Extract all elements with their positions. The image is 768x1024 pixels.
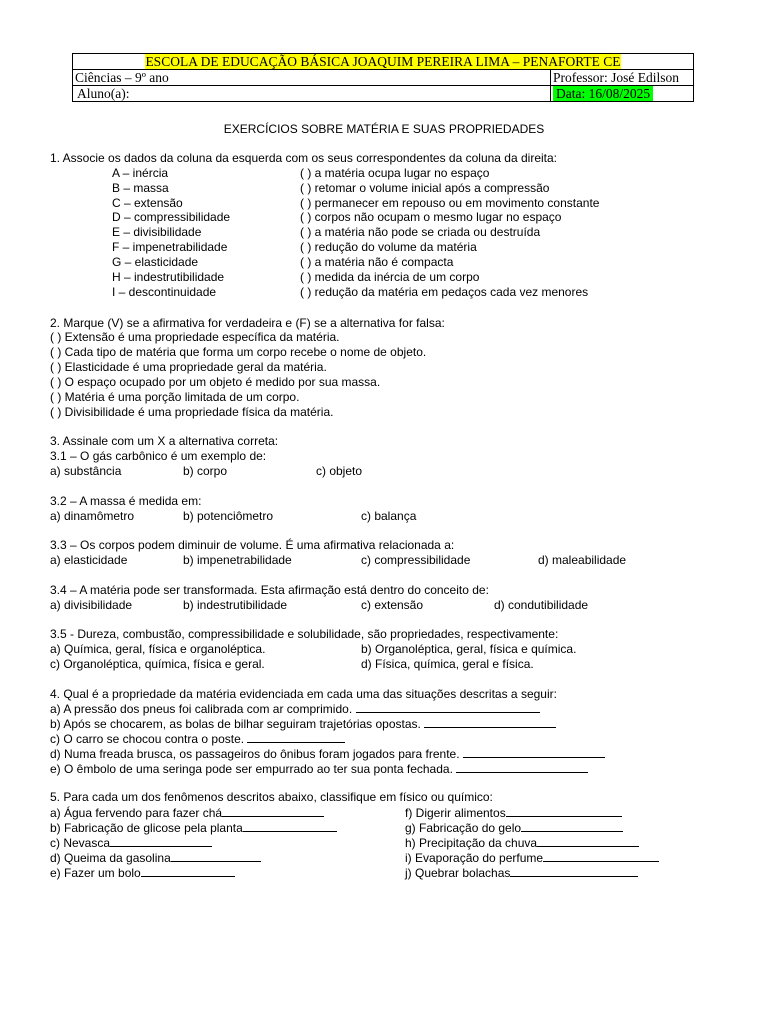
q2-item[interactable]: ( ) O espaço ocupado por um objeto é medido por sua massa. <box>50 375 381 389</box>
answer-blank[interactable] <box>141 865 235 877</box>
q3-1-stem: 3.1 – O gás carbônico é um exemplo de: <box>50 449 267 463</box>
q2-item[interactable]: ( ) Elasticidade é uma propriedade geral da matéria. <box>50 360 327 374</box>
teacher: Professor: José Edilson <box>551 70 694 86</box>
q5-item <box>50 820 337 836</box>
q5-item <box>50 805 324 821</box>
answer-blank[interactable] <box>424 716 556 728</box>
q4-item <box>50 761 588 777</box>
q1-right-item[interactable]: ( ) a matéria ocupa lugar no espaço <box>300 166 490 180</box>
q1-right-item[interactable]: ( ) retomar o volume inicial após a compressão <box>300 181 550 195</box>
q4-item <box>50 716 556 732</box>
q1-left-item: F – impenetrabilidade <box>112 240 228 254</box>
q4-prompt: 4. Qual é a propriedade da matéria evidenciada em cada uma das situações descritas a seguir: <box>50 687 557 701</box>
q1-left-item: C – extensão <box>112 196 183 210</box>
q2-item[interactable]: ( ) Matéria é uma porção limitada de um corpo. <box>50 390 300 404</box>
subject: Ciências – 9º ano <box>73 70 551 86</box>
q4-item <box>50 746 605 762</box>
q3-3-stem: 3.3 – Os corpos podem diminuir de volume. É uma afirmativa relacionada a: <box>50 538 455 552</box>
q5-item <box>405 835 639 851</box>
q3-5-option[interactable]: c) Organoléptica, química, física e geral. <box>50 657 265 671</box>
q3-1-option[interactable]: a) substância <box>50 464 122 478</box>
q4-item-text: d) Numa freada brusca, os passageiros do ônibus foram jogados para frente. <box>50 747 460 761</box>
answer-blank[interactable] <box>537 835 639 847</box>
q3-1-option[interactable]: b) corpo <box>183 464 228 478</box>
q2-item[interactable]: ( ) Divisibilidade é uma propriedade física da matéria. <box>50 405 334 419</box>
q1-left-item: I – descontinuidade <box>112 285 217 299</box>
q5-prompt: 5. Para cada um dos fenômenos descritos abaixo, classifique em físico ou químico: <box>50 790 493 804</box>
q1-right-item[interactable]: ( ) a matéria não pode se criada ou destruída <box>300 225 541 239</box>
q5-item-text: e) Fazer um bolo <box>50 866 141 880</box>
q1-left-item: H – indestrutibilidade <box>112 270 225 284</box>
q3-5-option[interactable]: d) Física, química, geral e física. <box>361 657 534 671</box>
q5-item <box>405 850 659 866</box>
answer-blank[interactable] <box>222 805 324 817</box>
q1-left-item: A – inércia <box>112 166 169 180</box>
q3-4-option[interactable]: c) extensão <box>361 598 424 612</box>
q5-item <box>405 820 623 836</box>
q5-item <box>405 865 638 881</box>
answer-blank[interactable] <box>510 865 638 877</box>
answer-blank[interactable] <box>110 835 212 847</box>
q5-item-text: c) Nevasca <box>50 836 111 850</box>
q1-left-item: E – divisibilidade <box>112 225 202 239</box>
q2-item[interactable]: ( ) Extensão é uma propriedade específica da matéria. <box>50 330 340 344</box>
q5-item-text: j) Quebrar bolachas <box>405 866 511 880</box>
q5-item-text: h) Precipitação da chuva <box>405 836 538 850</box>
q3-5-option[interactable]: b) Organoléptica, geral, física e química. <box>361 642 577 656</box>
q4-item-text: c) O carro se chocou contra o poste. <box>50 732 245 746</box>
q2-prompt: 2. Marque (V) se a afirmativa for verdadeira e (F) se a alternativa for falsa: <box>50 316 445 330</box>
q1-left-item: G – elasticidade <box>112 255 199 269</box>
q1-left-item: D – compressibilidade <box>112 210 231 224</box>
answer-blank[interactable] <box>521 820 623 832</box>
q4-item-text: e) O êmbolo de uma seringa pode ser empurrado ao ter sua ponta fechada. <box>50 762 453 776</box>
answer-blank[interactable] <box>506 805 622 817</box>
q3-3-option[interactable]: d) maleabilidade <box>538 553 627 567</box>
q1-left-item: B – massa <box>112 181 169 195</box>
q3-3-option[interactable]: b) impenetrabilidade <box>183 553 292 567</box>
date-cell <box>551 86 694 102</box>
student-field[interactable]: Aluno(a): <box>73 86 551 102</box>
q4-item-text: b) Após se chocarem, as bolas de bilhar seguiram trajetórias opostas. <box>50 717 421 731</box>
answer-blank[interactable] <box>463 746 605 758</box>
page-title: EXERCÍCIOS SOBRE MATÉRIA E SUAS PROPRIEDADES <box>223 122 545 136</box>
q3-5-option[interactable]: a) Química, geral, física e organoléptica. <box>50 642 266 656</box>
q1-prompt: 1. Associe os dados da coluna da esquerda com os seus correspondentes da coluna da direita: <box>50 151 557 165</box>
q3-prompt: 3. Assinale com um X a alternativa correta: <box>50 434 279 448</box>
q3-4-option[interactable]: d) condutibilidade <box>494 598 589 612</box>
q5-item-text: b) Fabricação de glicose pela planta <box>50 821 243 835</box>
q5-item-text: f) Digerir alimentos <box>405 806 506 820</box>
q3-5-stem: 3.5 - Dureza, combustão, compressibilidade e solubilidade, são propriedades, respectivamente: <box>50 627 559 641</box>
q1-right-item[interactable]: ( ) medida da inércia de um corpo <box>300 270 480 284</box>
q5-item <box>50 865 235 881</box>
q3-2-stem: 3.2 – A massa é medida em: <box>50 494 202 508</box>
answer-blank[interactable] <box>243 820 337 832</box>
q3-4-option[interactable]: a) divisibilidade <box>50 598 133 612</box>
school-name: ESCOLA DE EDUCAÇÃO BÁSICA JOAQUIM PEREIRA LIMA – PENAFORTE CE <box>145 54 621 69</box>
q3-3-option[interactable]: c) compressibilidade <box>361 553 471 567</box>
q1-right-item[interactable]: ( ) a matéria não é compacta <box>300 255 454 269</box>
q5-item <box>50 835 212 851</box>
answer-blank[interactable] <box>247 731 345 743</box>
school-name-cell <box>73 54 694 70</box>
q3-4-option[interactable]: b) indestrutibilidade <box>183 598 288 612</box>
q4-item-text: a) A pressão dos pneus foi calibrada com ar comprimido. <box>50 702 353 716</box>
q5-item-text: a) Água fervendo para fazer chá <box>50 806 223 820</box>
answer-blank[interactable] <box>356 701 540 713</box>
q5-item-text: d) Queima da gasolina <box>50 851 171 865</box>
q3-1-option[interactable]: c) objeto <box>316 464 363 478</box>
answer-blank[interactable] <box>543 850 659 862</box>
answer-blank[interactable] <box>171 850 261 862</box>
header-table <box>72 53 694 102</box>
q3-2-option[interactable]: b) potenciômetro <box>183 509 274 523</box>
q5-item-text: i) Evaporação do perfume <box>405 851 544 865</box>
q4-item <box>50 701 540 717</box>
q1-right-item[interactable]: ( ) redução da matéria em pedaços cada vez menores <box>300 285 589 299</box>
q3-2-option[interactable]: c) balança <box>361 509 417 523</box>
q3-4-stem: 3.4 – A matéria pode ser transformada. Esta afirmação está dentro do conceito de: <box>50 583 489 597</box>
q5-item <box>405 805 622 821</box>
q1-right-item[interactable]: ( ) permanecer em repouso ou em movimento constante <box>300 196 600 210</box>
q1-right-item[interactable]: ( ) corpos não ocupam o mesmo lugar no espaço <box>300 210 562 224</box>
q2-item[interactable]: ( ) Cada tipo de matéria que forma um corpo recebe o nome de objeto. <box>50 345 427 359</box>
q3-3-option[interactable]: a) elasticidade <box>50 553 128 567</box>
q5-item <box>50 850 261 866</box>
q5-item-text: g) Fabricação do gelo <box>405 821 522 835</box>
q3-2-option[interactable]: a) dinamômetro <box>50 509 135 523</box>
q4-item <box>50 731 345 747</box>
date: Data: 16/08/2025 <box>553 86 653 101</box>
q1-right-item[interactable]: ( ) redução do volume da matéria <box>300 240 477 254</box>
answer-blank[interactable] <box>456 761 588 773</box>
